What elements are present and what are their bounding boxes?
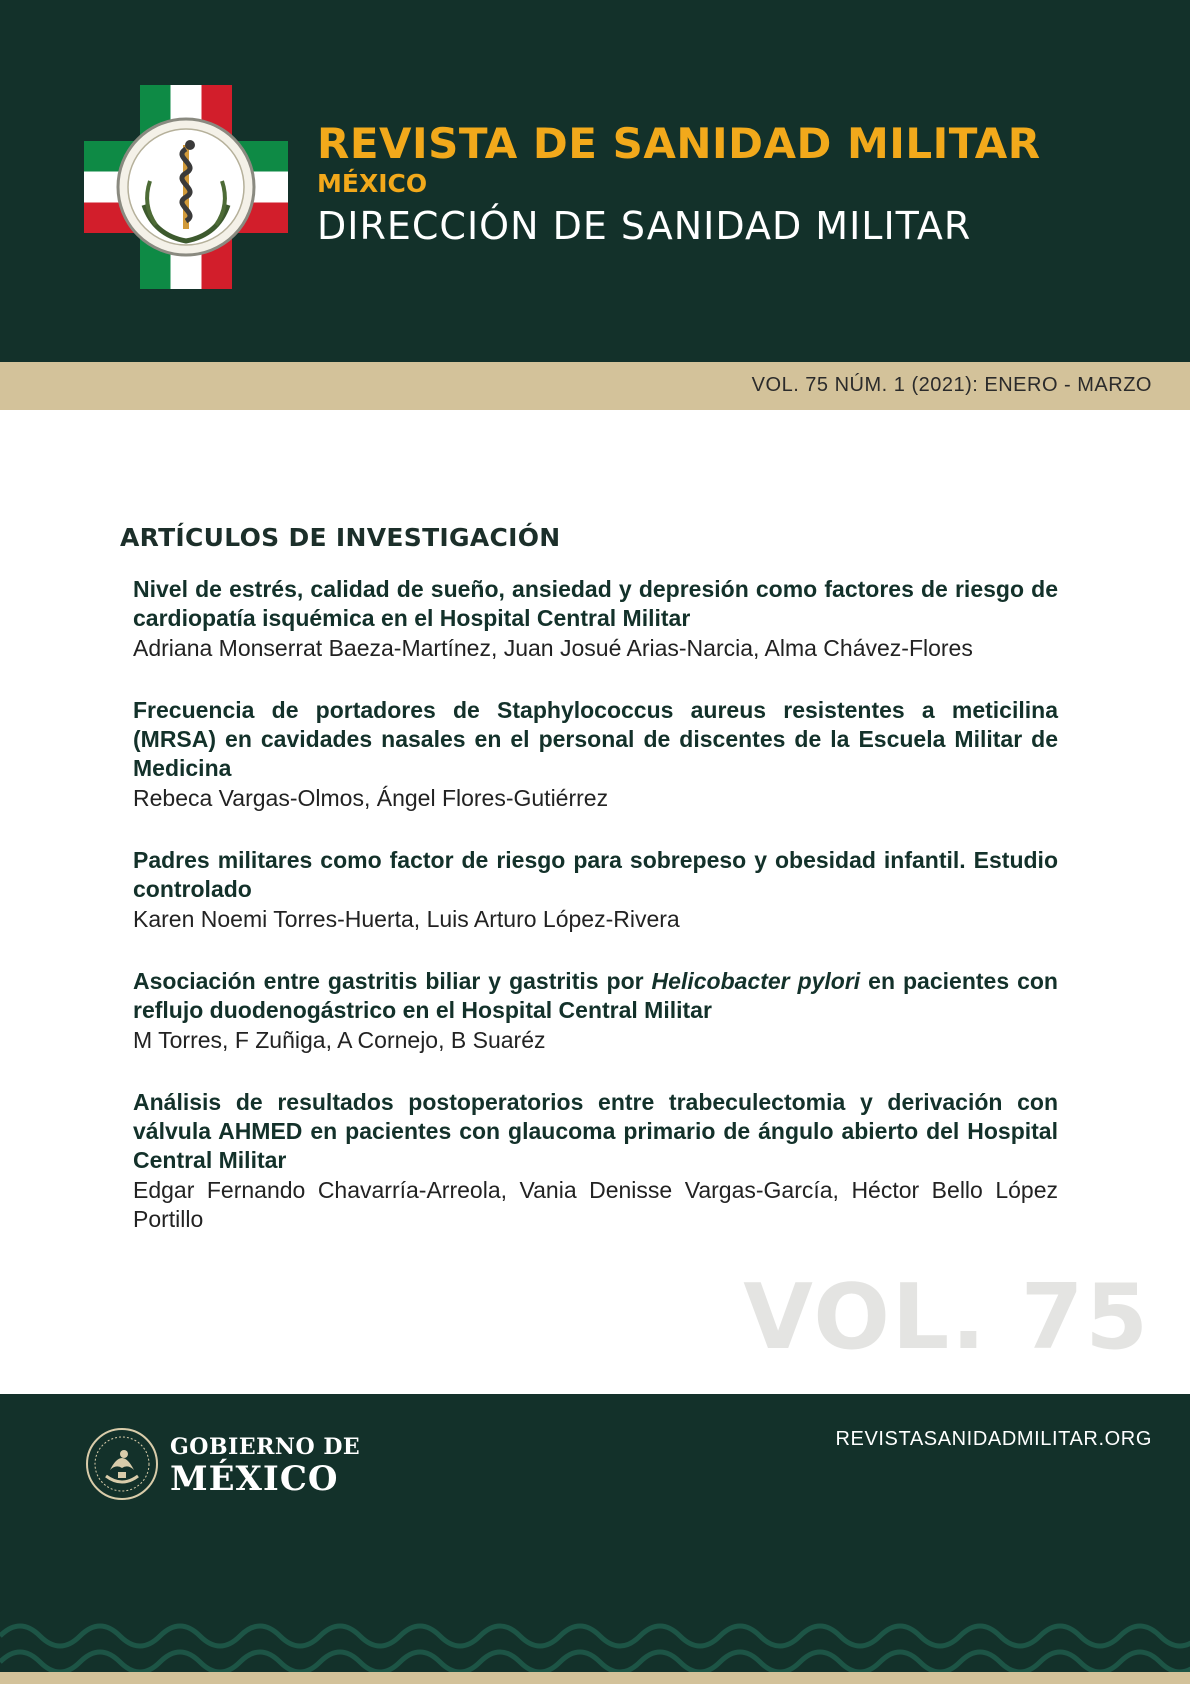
article-authors: Karen Noemi Torres-Huerta, Luis Arturo López-Rivera — [133, 906, 680, 932]
government-line1: GOBIERNO DE — [170, 1434, 361, 1460]
volume-watermark: VOL. 75 — [743, 1265, 1150, 1370]
article-title[interactable]: Frecuencia de portadores de Staphylococcus aureus resistentes a meticilina (MRSA) en cavidades nasales en el personal de discentes de la Escuela Militar de Medicina — [133, 697, 1058, 781]
journal-title: REVISTA DE SANIDAD MILITAR — [317, 119, 1041, 168]
article-authors: Rebeca Vargas-Olmos, Ángel Flores-Gutiérrez — [133, 785, 609, 811]
article-authors: Adriana Monserrat Baeza-Martínez, Juan Josué Arias-Narcia, Alma Chávez-Flores — [133, 635, 973, 661]
website-link[interactable]: REVISTASANIDADMILITAR.ORG — [835, 1428, 1152, 1450]
journal-subtitle: MÉXICO — [317, 169, 428, 198]
article-title-species: Helicobacter pylori — [651, 968, 861, 994]
article-title-end: en pacientes con reflujo duodenogástrico en el Hospital Central Militar — [133, 968, 1058, 1023]
issue-bar — [0, 362, 1190, 410]
military-health-cross-icon — [84, 85, 288, 289]
article-item[interactable] — [133, 846, 1058, 934]
page-footer — [0, 1394, 1190, 1684]
journal-header — [0, 0, 1190, 362]
article-authors: Edgar Fernando Chavarría-Arreola, Vania Denisse Vargas-García, Héctor Bello López Portillo — [133, 1177, 1058, 1232]
government-line2: MÉXICO — [170, 1459, 339, 1499]
article-list — [133, 575, 1058, 1267]
article-title-start: Asociación entre gastritis biliar y gastritis por — [133, 968, 652, 994]
issue-label: VOL. 75 NÚM. 1 (2021): ENERO - MARZO — [751, 374, 1152, 396]
article-item[interactable] — [133, 967, 1058, 1055]
table-of-contents — [0, 410, 1190, 1394]
article-title[interactable]: Nivel de estrés, calidad de sueño, ansiedad y depresión como factores de riesgo de cardiopatía isquémica en el Hospital Central Militar — [133, 576, 1058, 631]
article-title[interactable] — [133, 967, 1058, 1025]
article-authors: M Torres, F Zuñiga, A Cornejo, B Suaréz — [133, 1027, 546, 1053]
article-title[interactable]: Análisis de resultados postoperatorios entre trabeculectomia y derivación con válvula AHMED en pacientes con glaucoma primario de ángulo abierto del Hospital Central Militar — [133, 1089, 1058, 1173]
directorate-name: DIRECCIÓN DE SANIDAD MILITAR — [317, 204, 972, 248]
article-item[interactable] — [133, 696, 1058, 813]
section-heading: ARTÍCULOS DE INVESTIGACIÓN — [120, 523, 561, 552]
article-title[interactable]: Padres militares como factor de riesgo para sobrepeso y obesidad infantil. Estudio controlado — [133, 847, 1058, 902]
article-item[interactable] — [133, 575, 1058, 663]
footer-strip — [0, 1672, 1190, 1684]
article-item[interactable] — [133, 1088, 1058, 1234]
mexican-coat-of-arms-icon — [84, 1426, 160, 1502]
